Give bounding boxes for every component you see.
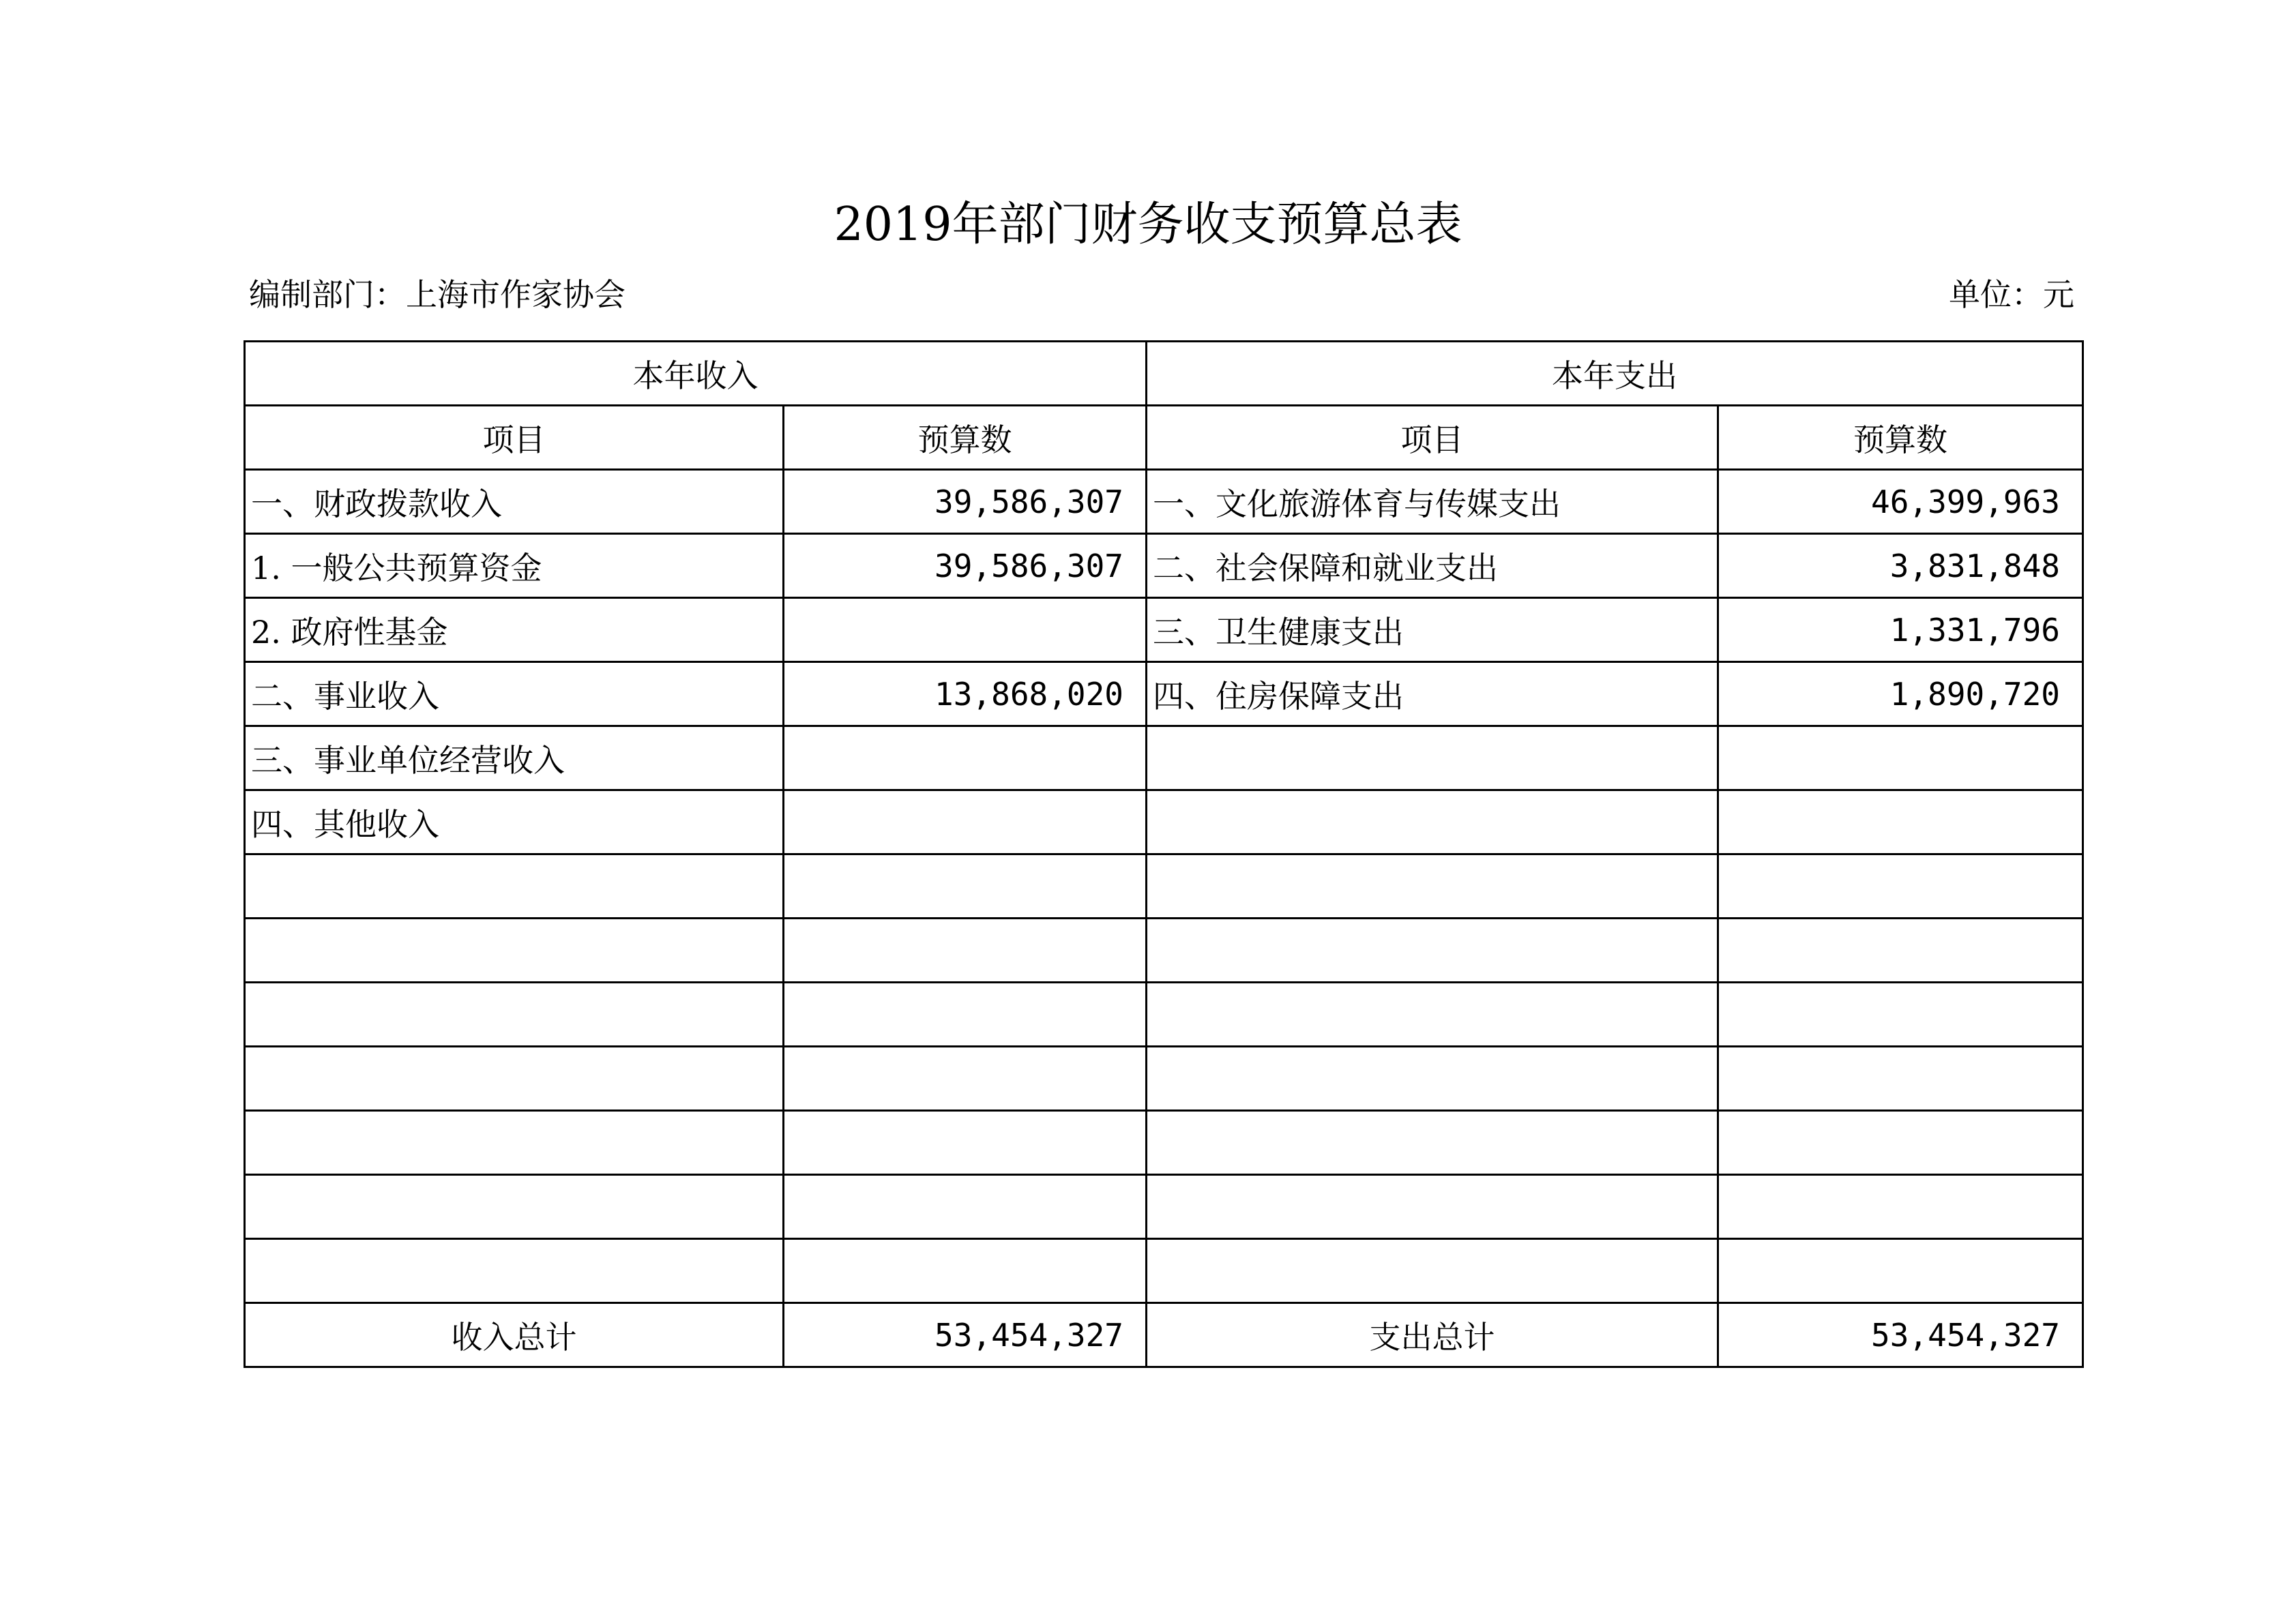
income-item-cell [245,1111,784,1175]
income-item-cell [245,854,784,919]
expense-amount-cell [1718,1047,2083,1111]
income-amount-cell: 13,868,020 [784,662,1147,726]
expense-amount-cell [1718,1111,2083,1175]
expense-item-cell [1147,1111,1718,1175]
income-item-cell: 1. 一般公共预算资金 [245,534,784,598]
table-row [245,534,2083,598]
department-label: 编制部门：上海市作家协会 [249,276,625,313]
income-item-cell: 二、事业收入 [245,662,784,726]
expense-amount-cell [1718,726,2083,790]
income-amount-cell [784,726,1147,790]
income-item-cell [245,983,784,1047]
income-total-amount: 53,454,327 [784,1303,1147,1367]
table-row [245,854,2083,919]
expense-item-cell: 二、社会保障和就业支出 [1147,534,1718,598]
table-row [245,790,2083,854]
expense-amount-cell [1718,983,2083,1047]
page-title: 2019年部门财务收支预算总表 [834,198,1462,252]
expense-item-header: 项目 [1147,406,1718,470]
expense-amount-cell [1718,1239,2083,1303]
table-row [245,1239,2083,1303]
expense-total-label: 支出总计 [1147,1303,1718,1367]
group-header-row [245,342,2083,406]
expense-amount-cell: 1,890,720 [1718,662,2083,726]
income-amount-cell [784,790,1147,854]
expense-budget-header: 预算数 [1718,406,2083,470]
expense-total-amount: 53,454,327 [1718,1303,2083,1367]
income-total-label: 收入总计 [245,1303,784,1367]
expense-item-cell [1147,854,1718,919]
income-amount-cell [784,1175,1147,1239]
expense-item-cell: 三、卫生健康支出 [1147,598,1718,662]
table-row [245,662,2083,726]
income-group-header: 本年收入 [245,342,1147,406]
table-row [245,1111,2083,1175]
expense-item-cell [1147,1047,1718,1111]
column-header-row [245,406,2083,470]
income-amount-cell: 39,586,307 [784,470,1147,534]
expense-group-header: 本年支出 [1147,342,2083,406]
expense-item-cell [1147,1239,1718,1303]
expense-item-cell [1147,983,1718,1047]
income-item-cell [245,1239,784,1303]
expense-amount-cell: 1,331,796 [1718,598,2083,662]
budget-table [244,340,2084,1368]
expense-item-cell: 四、住房保障支出 [1147,662,1718,726]
income-amount-cell [784,919,1147,983]
expense-item-cell [1147,726,1718,790]
expense-amount-cell [1718,854,2083,919]
expense-amount-cell [1718,1175,2083,1239]
expense-item-cell [1147,1175,1718,1239]
table-row [245,598,2083,662]
table-row [245,1047,2083,1111]
income-amount-cell [784,1047,1147,1111]
table-row [245,919,2083,983]
expense-amount-cell: 46,399,963 [1718,470,2083,534]
income-item-cell: 三、事业单位经营收入 [245,726,784,790]
income-item-cell [245,1175,784,1239]
income-amount-cell [784,854,1147,919]
income-item-cell: 一、财政拨款收入 [245,470,784,534]
income-item-header: 项目 [245,406,784,470]
expense-amount-cell [1718,919,2083,983]
table-row [245,470,2083,534]
income-item-cell: 四、其他收入 [245,790,784,854]
income-item-cell [245,1047,784,1111]
income-amount-cell: 39,586,307 [784,534,1147,598]
income-amount-cell [784,1111,1147,1175]
totals-row [245,1303,2083,1367]
income-item-cell [245,919,784,983]
expense-item-cell: 一、文化旅游体育与传媒支出 [1147,470,1718,534]
table-row [245,726,2083,790]
table-row [245,983,2083,1047]
expense-amount-cell [1718,790,2083,854]
unit-label: 单位：元 [1949,276,2074,313]
expense-item-cell [1147,790,1718,854]
income-amount-cell [784,1239,1147,1303]
table-row [245,1175,2083,1239]
income-amount-cell [784,983,1147,1047]
income-amount-cell [784,598,1147,662]
expense-amount-cell: 3,831,848 [1718,534,2083,598]
income-budget-header: 预算数 [784,406,1147,470]
income-item-cell: 2. 政府性基金 [245,598,784,662]
expense-item-cell [1147,919,1718,983]
